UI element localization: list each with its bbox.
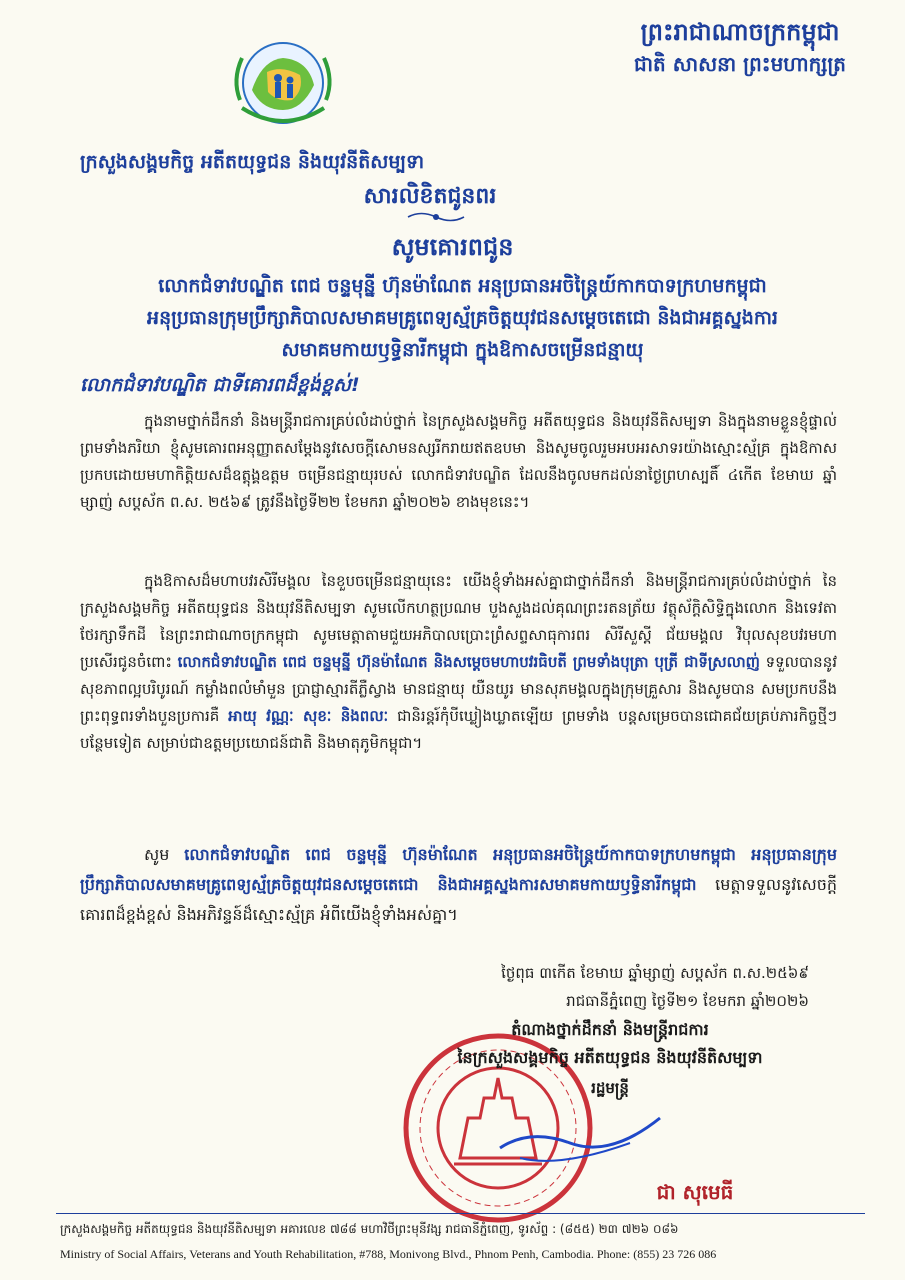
ministry-logo — [222, 30, 344, 136]
body-paragraph-3 — [80, 840, 837, 930]
title-ornament-icon — [406, 208, 466, 226]
body-paragraph-1: ក្នុងនាមថ្នាក់ដឹកនាំ និងមន្ត្រីរាជការគ្រប់លំដាប់ថ្នាក់ នៃក្រសួងសង្គមកិច្ច អតីតយុទ្ធជន និងយុវនីតិសម្បទា និងក្នុងនាមខ្លួនខ្ញុំផ្ទាល់ ព្រមទាំងភរិយា ខ្ញុំសូមគោរពអនុញ្ញាតសម្តែងនូវសេចក្តីសោមនស្សរីករាយឥតឧបមា និងសូមចូលរួមអបអរសាទរយ៉ាងស្មោះស្ម័គ្រ ក្នុងឱកាសប្រកបដោយមហាកិត្តិយសដ៏ឧត្តុង្គឧត្តម ចម្រើនជន្មាយុរបស់ លោកជំទាវបណ្ឌិត ដែលនឹងចូលមកដល់នាថ្ងៃព្រហស្បតិ៍ ៤កើត ខែមាឃ ឆ្នាំម្សាញ់ សប្តស័ក ព.ស. ២៥៦៩ ត្រូវនឹងថ្ងៃទី២២ ខែមករា ឆ្នាំ២០២៦ ខាងមុខនេះ។ — [80, 412, 837, 511]
lunar-date: ថ្ងៃពុធ ៣កើត ខែមាឃ ឆ្នាំម្សាញ់ សប្តស័ក ព.ស.២៥៦៩ — [501, 964, 809, 982]
kingdom-motto — [615, 14, 865, 78]
paragraph-text: ក្នុងឱកាសដ៏មហាបវរសិរីមង្គល នៃខួបចម្រើនជន្មាយុនេះ យើងខ្ញុំទាំងអស់គ្នាជាថ្នាក់ដឹកនាំ និងមន្ត្រីរាជការគ្រប់លំដាប់ថ្នាក់ នៃក្រសួងសង្គមកិច្ច អតីតយុទ្ធជន និងយុវនីតិសម្បទា សូមលើកហត្ថប្រណម បួងសួងដល់គុណព្រះរតនត្រ័យ វត្ថុស័ក្តិសិទ្ធិក្នុងលោក និងទេវតាថែរក្សាទឹកដី នៃព្រះរាជាណាចក្រកម្ពុជា សូមមេត្តាតាមជួយអភិបាលប្រោះព្រំសព្ទសាធុការពរ សិរីសួស្តី ជ័យមង្គល វិបុលសុខបវរមហាប្រសើរជូនចំពោះ — [80, 572, 837, 671]
paragraph-text: មេត្តាទទួលនូវសេចក្តីគោរពដ៏ខ្ពង់ខ្ពស់ និងអភិវន្ទន៍ដ៏ស្មោះស្ម័គ្រ អំពីយើងខ្ញុំទាំងអស់គ្នា។ — [80, 875, 837, 924]
paragraph-text: សូម — [144, 845, 170, 864]
footer-address-english: Ministry of Social Affairs, Veterans and Youth Rehabilitation, #788, Monivong Blvd., Phnom Penh, Cambodia. Phone: (855) 23 726 086 — [60, 1247, 717, 1261]
footer-divider — [56, 1213, 865, 1214]
signer-name: ជា សុមេធី — [656, 1180, 734, 1204]
recipient-title-emphasis: លោកជំទាវបណ្ឌិត ពេជ ចន្ទមុន្នី ហ៊ុនម៉ាណែត អនុប្រធានអចិន្ត្រៃយ៍កាកបាទក្រហមកម្ពុជា អនុប្រធានក្រុមប្រឹក្សាភិបាលសមាគមគ្រូពេទ្យស្ម័គ្រចិត្តយុវជនសម្តេចតេជោ និងជាអគ្គស្នងការសមាគមកាយឫទ្ធិនារីកម្ពុជា — [80, 845, 837, 894]
greeting: លោកជំទាវបណ្ឌិត ជាទីគោរពដ៏ខ្ពង់ខ្ពស់! — [80, 374, 360, 396]
kingdom-name: ព្រះរាជាណាចក្រកម្ពុជា — [640, 18, 840, 46]
four-blessings: អាយុ វណ្ណៈ សុខៈ និងពលៈ — [228, 707, 389, 725]
recipient-block — [70, 270, 855, 366]
recipient-line: សមាគមកាយឫទ្ធិនារីកម្ពុជា ក្នុងឱកាសចម្រើនជន្មាយុ — [281, 339, 644, 361]
signature-title-line: រដ្ឋមន្ត្រី — [591, 1079, 629, 1097]
paragraph-text: ទទួលបាននូវសុខភាពល្អបរិបូរណ៍ កម្លាំងពលំមាំមួន ប្រាជ្ញាស្មារតីភ្លឺស្វាង មានជន្មាយុ យឺនយូរ មានសុភមង្គលក្នុងក្រុមគ្រួសារ និងសូមបាន សមប្រកបនឹងព្រះពុទ្ធពរទាំងបួនប្រការគឺ — [80, 653, 837, 725]
handwritten-signature — [490, 1088, 670, 1178]
recipient-name-emphasis: លោកជំទាវបណ្ឌិត ពេជ ចន្ទមុន្នី ហ៊ុនម៉ាណែត និងសម្តេចមហាបវរធិបតី ព្រមទាំងបុត្រា បុត្រី ជាទីស្រលាញ់ — [177, 653, 760, 671]
body-paragraph-2 — [80, 568, 837, 757]
recipient-line: លោកជំទាវបណ្ឌិត ពេជ ចន្ទមុន្នី ហ៊ុនម៉ាណែត អនុប្រធានអចិន្ត្រៃយ៍កាកបាទក្រហមកម្ពុជា — [158, 275, 767, 297]
paragraph-text: ជានិរន្តរ៍កុំបីឃ្លៀងឃ្លាតឡើយ ព្រមទាំង បន្តសម្រេចបានជោគជ័យគ្រប់ភារកិច្ចថ្មីៗបន្ថែមទៀត សម្រាប់ជាឧត្តមប្រយោជន៍ជាតិ និងមាតុភូមិកម្ពុជា។ — [80, 707, 837, 752]
signature-title-line: តំណាងថ្នាក់ដឹកនាំ និងមន្ត្រីរាជការ — [511, 1020, 709, 1039]
ministry-name: ក្រសួងសង្គមកិច្ច អតីតយុទ្ធជន និងយុវនីតិសម្បទា — [80, 151, 425, 173]
national-motto: ជាតិ សាសនា ព្រះមហាក្សត្រ — [634, 52, 846, 76]
salutation: សូមគោរពជូន — [391, 233, 514, 261]
recipient-line: អនុប្រធានក្រុមប្រឹក្សាភិបាលសមាគមគ្រូពេទ្យស្ម័គ្រចិត្តយុវជនសម្តេចតេជោ និងជាអគ្គស្នងការ — [147, 307, 778, 329]
signature-title-line: នៃក្រសួងសង្គមកិច្ច អតីតយុទ្ធជន និងយុវនីតិសម្បទា — [457, 1048, 763, 1067]
place-and-date: រាជធានីភ្នំពេញ ថ្ងៃទី២១ ខែមករា ឆ្នាំ២០២៦ — [566, 992, 809, 1010]
footer-address-khmer: ក្រសួងសង្គមកិច្ច អតីតយុទ្ធជន និងយុវនីតិសម្បទា អគារលេខ ៧៨៨ មហាវិថីព្រះមុនីវង្ស រាជធានីភ្នំពេញ, ទូរស័ព្ទ : (៨៥៥) ២៣ ៧២៦ ០៨៦ — [60, 1222, 679, 1236]
letter-title: សារលិខិតជូនពរ — [363, 184, 497, 209]
